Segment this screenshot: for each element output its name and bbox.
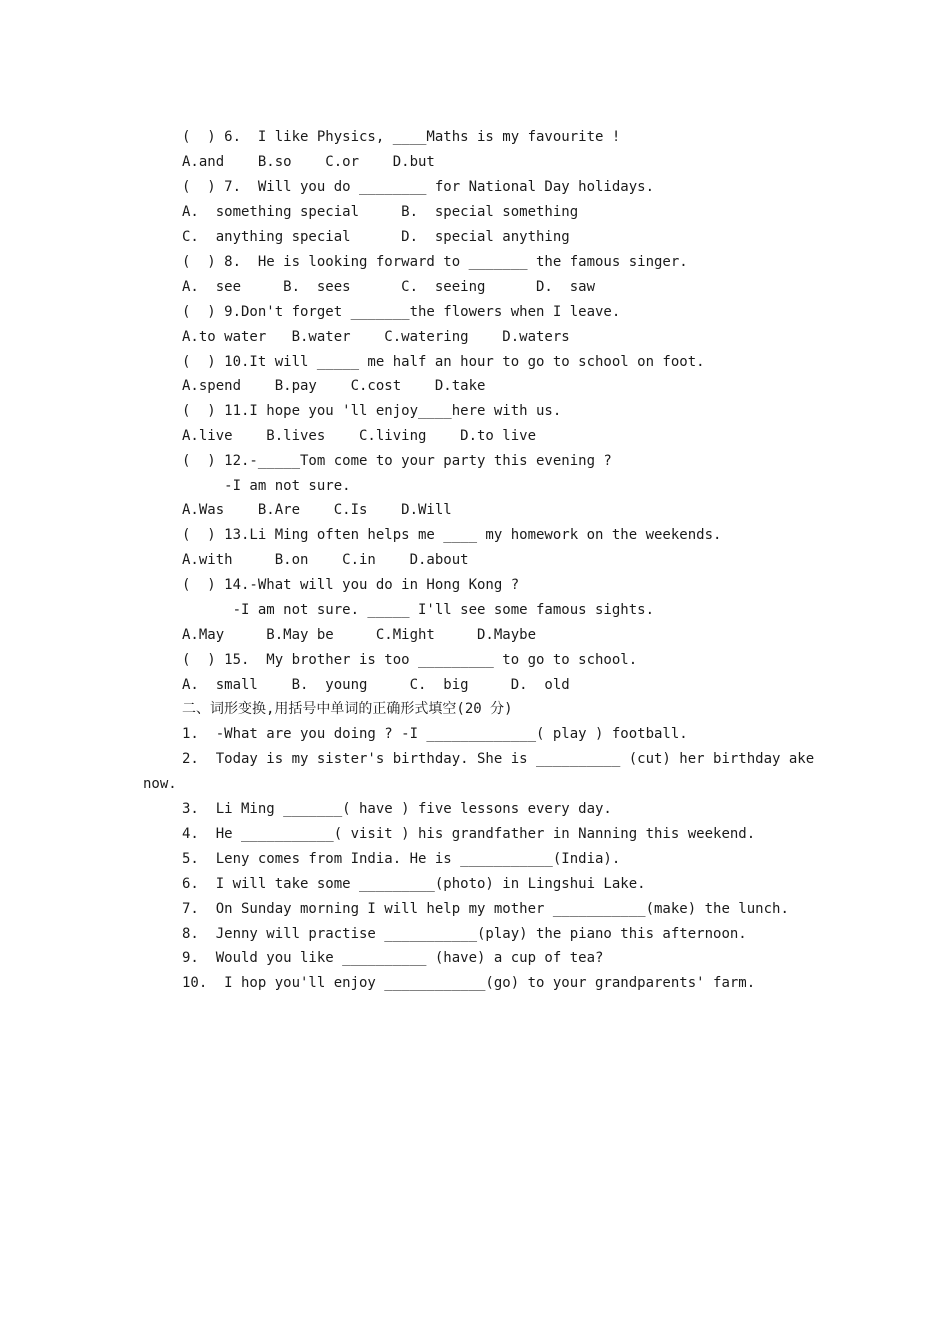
question-10-stem: ( ) 10.It will _____ me half an hour to go to school on foot. — [182, 354, 705, 370]
word-form-item-5: 5. Leny comes from India. He is ___________(India). — [182, 851, 621, 867]
question-7-options-line-1: A. something special B. special something — [182, 204, 579, 220]
question-6-options: A.and B.so C.or D.but — [182, 154, 435, 170]
word-form-item-4: 4. He ___________( visit ) his grandfather in Nanning this weekend. — [182, 826, 756, 842]
word-form-item-10: 10. I hop you'll enjoy ____________(go) to your grandparents' farm. — [182, 975, 756, 991]
section-two-heading: 二、词形变换,用括号中单词的正确形式填空(20 分) — [182, 701, 513, 717]
word-form-item-6: 6. I will take some _________(photo) in Lingshui Lake. — [182, 876, 646, 892]
question-15-options: A. small B. young C. big D. old — [182, 677, 570, 693]
question-7-stem: ( ) 7. Will you do ________ for National Day holidays. — [182, 179, 655, 195]
word-form-item-1: 1. -What are you doing ? -I _____________( play ) football. — [182, 726, 688, 742]
question-8-stem: ( ) 8. He is looking forward to _______ the famous singer. — [182, 254, 688, 270]
question-13-options: A.with B.on C.in D.about — [182, 552, 469, 568]
question-11-stem: ( ) 11.I hope you 'll enjoy____here with us. — [182, 403, 562, 419]
question-12-options: A.Was B.Are C.Is D.Will — [182, 502, 452, 518]
question-15-stem: ( ) 15. My brother is too _________ to go to school. — [182, 652, 638, 668]
question-12-stem-continued: -I am not sure. — [182, 478, 351, 494]
question-9-stem: ( ) 9.Don't forget _______the flowers when I leave. — [182, 304, 621, 320]
question-14-options: A.May B.May be C.Might D.Maybe — [182, 627, 537, 643]
question-6-stem: ( ) 6. I like Physics, ____Maths is my favourite ! — [182, 129, 621, 145]
question-9-options: A.to water B.water C.watering D.waters — [182, 329, 570, 345]
word-form-item-9: 9. Would you like __________ (have) a cup of tea? — [182, 950, 604, 966]
word-form-item-7: 7. On Sunday morning I will help my mother ___________(make) the lunch. — [182, 901, 789, 917]
question-14-stem: ( ) 14.-What will you do in Hong Kong ? — [182, 577, 520, 593]
word-form-item-2: 2. Today is my sister's birthday. She is __________ (cut) her birthday ake — [182, 751, 815, 767]
word-form-item-8: 8. Jenny will practise ___________(play) the piano this afternoon. — [182, 926, 747, 942]
word-form-item-3: 3. Li Ming _______( have ) five lessons every day. — [182, 801, 612, 817]
question-10-options: A.spend B.pay C.cost D.take — [182, 378, 486, 394]
word-form-item-2-wrap: now. — [143, 776, 177, 792]
question-13-stem: ( ) 13.Li Ming often helps me ____ my homework on the weekends. — [182, 527, 722, 543]
question-14-stem-continued: -I am not sure. _____ I'll see some famous sights. — [182, 602, 655, 618]
question-12-stem: ( ) 12.-_____Tom come to your party this evening ? — [182, 453, 612, 469]
question-7-options-line-2: C. anything special D. special anything — [182, 229, 570, 245]
question-11-options: A.live B.lives C.living D.to live — [182, 428, 537, 444]
question-8-options: A. see B. sees C. seeing D. saw — [182, 279, 596, 295]
